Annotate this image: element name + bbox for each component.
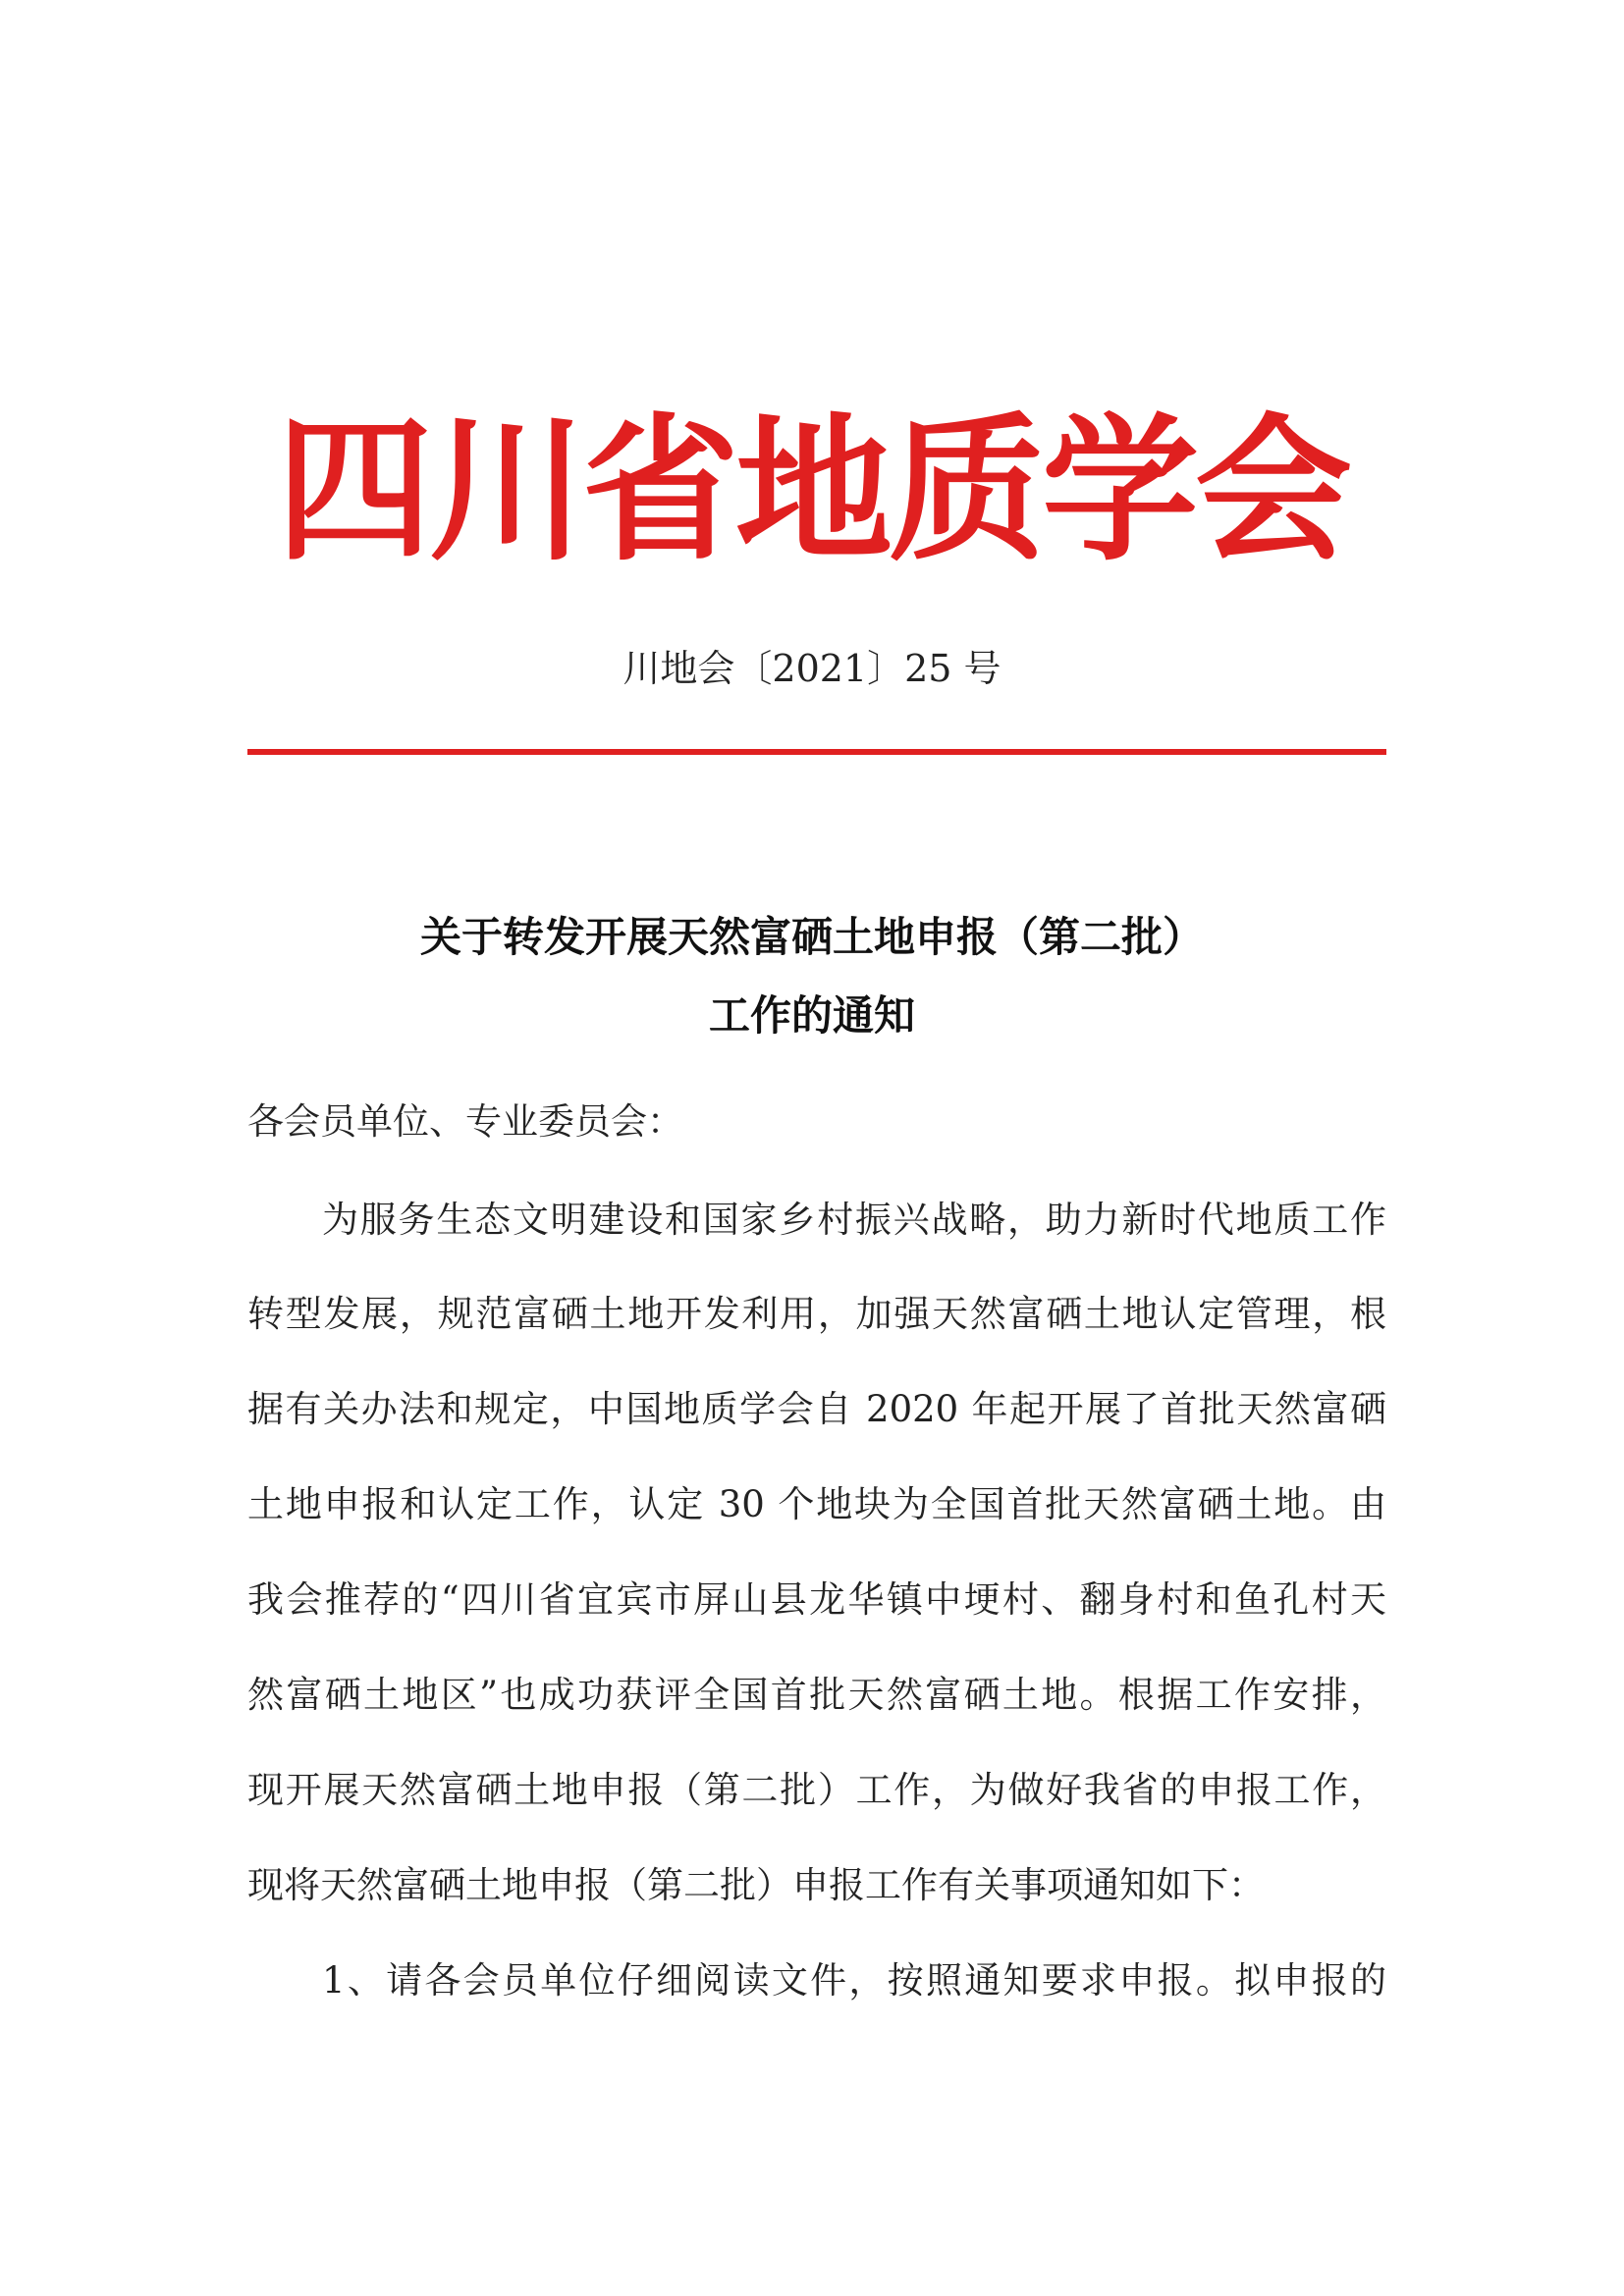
masthead-org-name: 四川省地质学会 [275,399,1348,582]
body-line: 土地申报和认定工作，认定 30 个地块为全国首批天然富硒土地。由 [247,1483,1386,1525]
notice-title [0,898,1624,1055]
notice-title-line-2: 工作的通知 [708,991,915,1040]
salutation: 各会员单位、专业委员会： [247,1100,683,1143]
body-line: 1、请各会员单位仔细阅读文件，按照通知要求申报。拟申报的 [322,1959,1386,2002]
body-line: 然富硒土地区”也成功获评全国首批天然富硒土地。根据工作安排， [247,1674,1386,1716]
body-line: 为服务生态文明建设和国家乡村振兴战略，助力新时代地质工作 [322,1199,1386,1241]
body-line: 现开展天然富硒土地申报（第二批）工作，为做好我省的申报工作， [247,1769,1386,1811]
red-divider-line [247,749,1386,755]
document-number: 川地会〔2021〕25 号 [623,647,1001,690]
notice-title-line-1: 关于转发开展天然富硒土地申报（第二批） [419,913,1204,961]
body-line: 我会推荐的“四川省宜宾市屏山县龙华镇中埂村、翻身村和鱼孔村天 [247,1578,1386,1621]
body-line: 现将天然富硒土地申报（第二批）申报工作有关事项通知如下： [247,1864,1265,1906]
body-line: 据有关办法和规定，中国地质学会自 2020 年起开展了首批天然富硒 [247,1388,1386,1430]
body-line: 转型发展，规范富硒土地开发利用，加强天然富硒土地认定管理，根 [247,1293,1386,1335]
